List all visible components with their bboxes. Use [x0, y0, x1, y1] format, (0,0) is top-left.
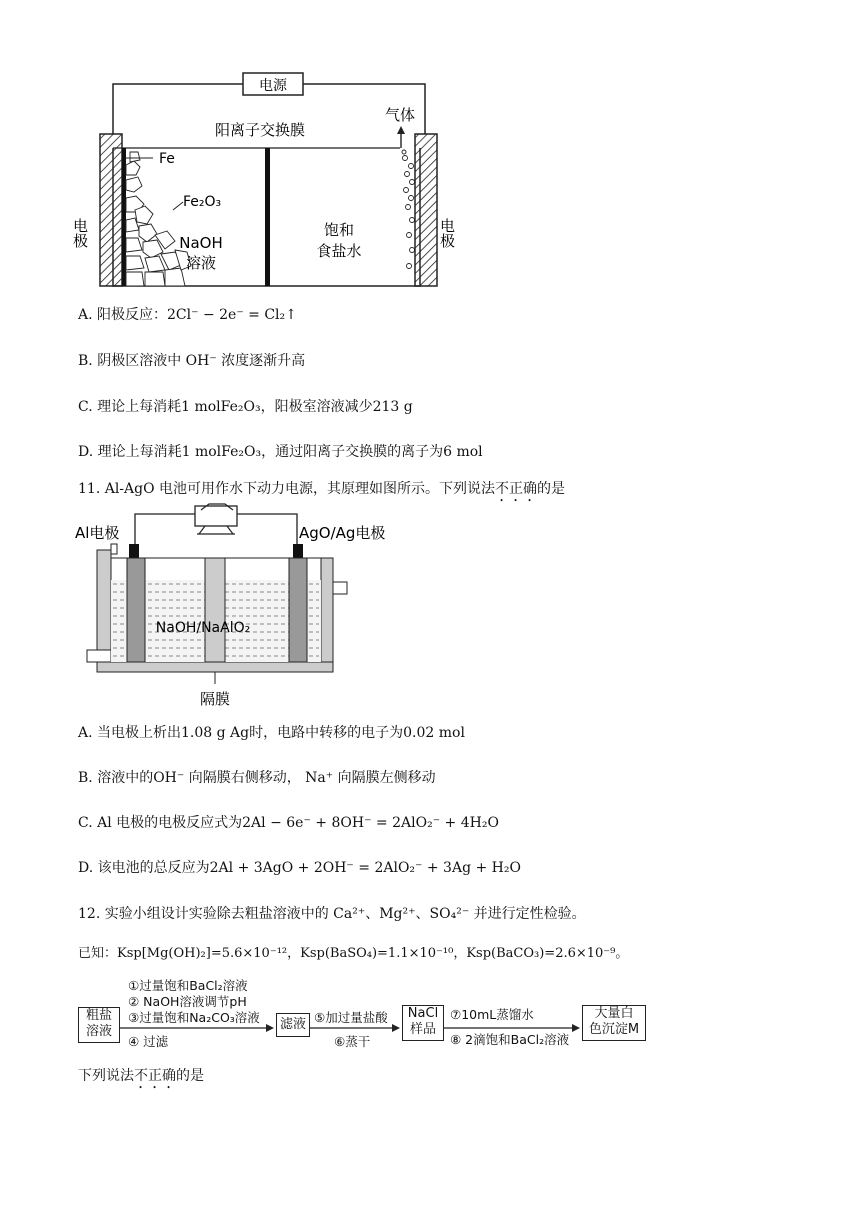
- gas-bubbles: [402, 150, 415, 269]
- q11-option-d[interactable]: D. 该电池的总反应为2Al + 3AgO + 2OH⁻ = 2AlO₂⁻ + 3Ag + H₂O: [78, 860, 521, 876]
- fe-label: Fe: [159, 151, 175, 167]
- flow-box-nacl-l2: 样品: [409, 1022, 436, 1037]
- flow-box-crude-brine-l1: 粗盐: [85, 1008, 112, 1023]
- membrane-label: 阳离子交换膜: [214, 121, 306, 139]
- q11-option-c[interactable]: C. Al 电极的电极反应式为2Al − 6e⁻ + 8OH⁻ = 2AlO₂⁻ + 4H₂O: [78, 815, 499, 831]
- q12-tail-emphasis: 不正确: [134, 1068, 176, 1084]
- naoh-label-2: 溶液: [185, 254, 217, 272]
- motor-icon: [195, 504, 237, 534]
- membrane-label-2: 隔膜: [199, 690, 231, 708]
- brine-label-2: 食盐水: [316, 242, 362, 260]
- electrolysis-figure: [71, 70, 456, 295]
- naoh-label: NaOH: [179, 234, 223, 252]
- electrolyte-label: NaOH/NaAlO₂: [155, 620, 251, 636]
- q11-option-a[interactable]: A. 当电极上析出1.08 g Ag时，电路中转移的电子为0.02 mol: [78, 725, 465, 741]
- q11-option-b[interactable]: B. 溶液中的OH⁻ 向隔膜右侧移动， Na⁺ 向隔膜左侧移动: [78, 770, 436, 786]
- power-label: 电源: [259, 78, 287, 94]
- q10-option-b[interactable]: B. 阴极区溶液中 OH⁻ 浓度逐渐升高: [78, 353, 306, 369]
- flow-step-5: ⑤加过量盐酸: [314, 1010, 388, 1025]
- right-electrode-label: 电极: [438, 218, 456, 248]
- flow-step-3: ③过量饱和Na₂CO₃溶液: [128, 1010, 260, 1025]
- q11-stem-suffix: 的是: [537, 481, 566, 497]
- flow-box-crude-brine-l2: 溶液: [85, 1024, 112, 1039]
- flow-step-2: ② NaOH溶液调节pH: [128, 994, 247, 1009]
- flow-chart: [78, 975, 648, 1055]
- flow-box-precipitate-l2: 色沉淀M: [588, 1022, 640, 1037]
- q10-option-c[interactable]: C. 理论上每消耗1 molFe₂O₃，阳极室溶液减少213 g: [78, 399, 413, 415]
- q12-tail-prefix: 下列说法: [78, 1068, 134, 1084]
- fe2o3-layer: [126, 152, 191, 286]
- flow-box-nacl-l1: NaCl: [407, 1006, 439, 1021]
- q11-stem-emphasis: 不正确: [495, 481, 538, 497]
- brine-label: 饱和: [323, 221, 355, 239]
- al-electrode-plate: [127, 558, 145, 662]
- right-electrode: [415, 134, 437, 286]
- flow-box-nacl: [402, 1005, 444, 1041]
- fe2o3-label: Fe₂O₃: [183, 194, 222, 210]
- ago-electrode-label: AgO/Ag电极: [299, 524, 386, 542]
- battery-membrane: [205, 558, 225, 662]
- q12-tail-suffix: 的是: [176, 1068, 204, 1084]
- q10-option-d[interactable]: D. 理论上每消耗1 molFe₂O₃，通过阳离子交换膜的离子为6 mol: [78, 444, 483, 460]
- flow-box-precipitate: [582, 1005, 646, 1041]
- q12-stem: 12. 实验小组设计实验除去粗盐溶液中的 Ca²⁺、Mg²⁺、SO₄²⁻ 并进行定性检验。: [78, 906, 586, 922]
- cation-membrane: [265, 148, 270, 286]
- flow-step-7: ⑦10mL蒸馏水: [450, 1007, 534, 1022]
- flow-step-1: ①过量饱和BaCl₂溶液: [128, 978, 248, 993]
- q12-tail: [78, 1065, 204, 1092]
- al-electrode-label: Al电极: [75, 524, 120, 542]
- flow-step-4: ④ 过滤: [128, 1034, 169, 1049]
- flow-step-8: ⑧ 2滴饱和BaCl₂溶液: [450, 1032, 570, 1047]
- left-electrode: [100, 134, 122, 286]
- left-electrode-label: 电极: [71, 218, 89, 248]
- flow-step-6: ⑥蒸干: [334, 1034, 371, 1049]
- ago-electrode-plate: [289, 558, 307, 662]
- q10-option-a[interactable]: A. 阳极反应：2Cl⁻ − 2e⁻ = Cl₂↑: [78, 307, 297, 323]
- q12-known: 已知：Ksp[Mg(OH)₂]=5.6×10⁻¹²，Ksp(BaSO₄)=1.1×10⁻¹⁰，Ksp(BaCO₃)=2.6×10⁻⁹。: [78, 946, 629, 961]
- battery-figure: [75, 500, 386, 712]
- flow-box-filtrate: 滤液: [276, 1013, 310, 1037]
- flow-box-crude-brine: [78, 1007, 120, 1043]
- flow-box-precipitate-l1: 大量白: [594, 1006, 634, 1021]
- gas-label: 气体: [384, 106, 416, 124]
- q11-stem-prefix: 11. Al-AgO 电池可用作水下动力电源，其原理如图所示。下列说法: [78, 481, 496, 497]
